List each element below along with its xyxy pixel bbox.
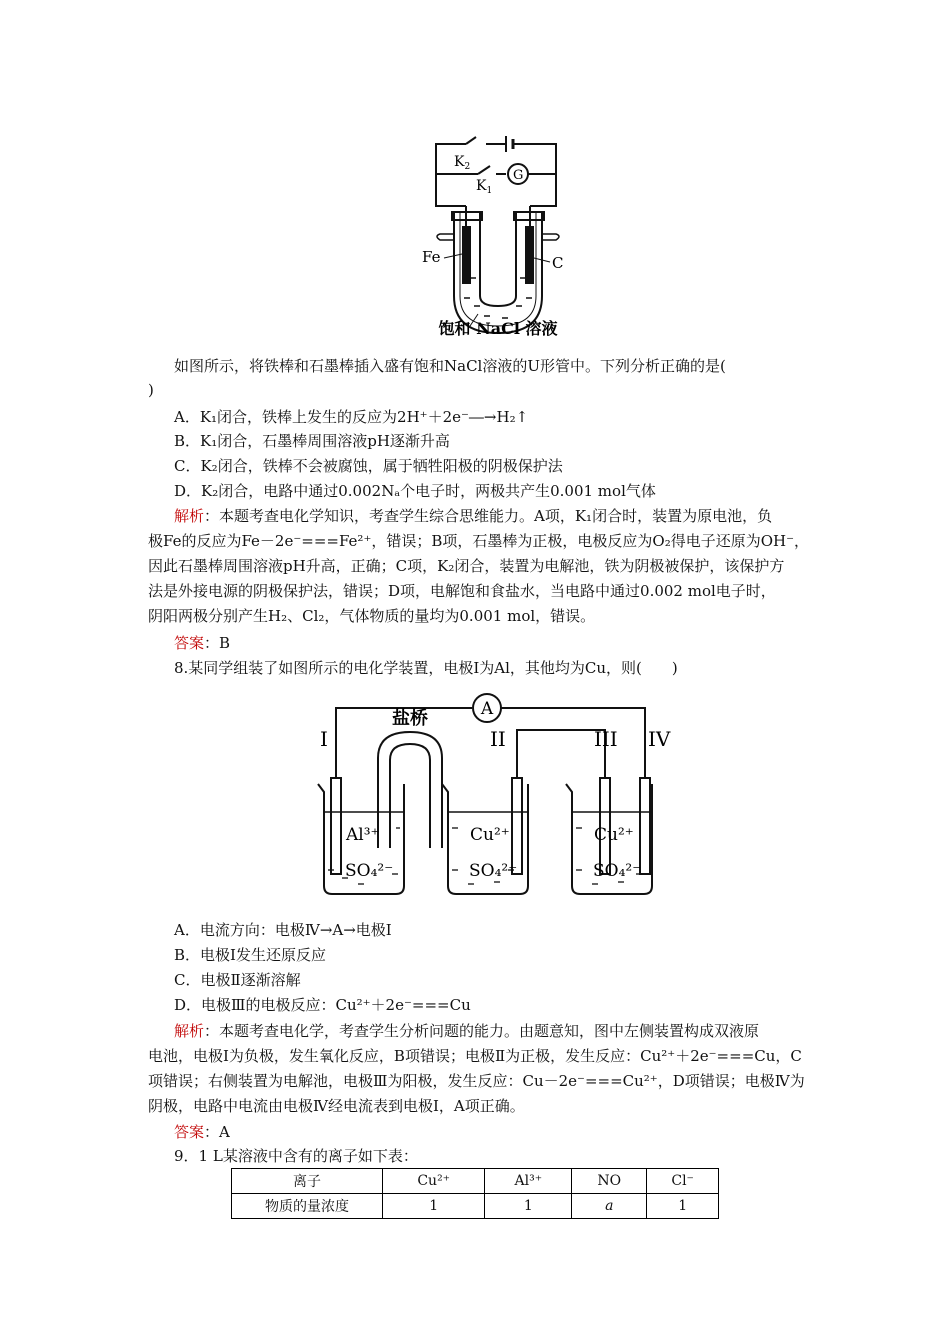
q7-analysis-line2: 极Fe的反应为Fe－2e⁻===Fe²⁺，错误；B项，石墨棒为正极，电极反应为O₂得电子还原为OH⁻， [148,532,809,550]
q8-option-c: C．电极Ⅱ逐渐溶解 [174,971,301,989]
q7-answer: 答案：B [174,634,231,652]
electrode-4-rod [640,778,650,874]
beaker-apparatus-figure [312,688,678,902]
beaker-2-cation: Cu²⁺ [470,825,510,845]
beaker-1-anion: SO₄²⁻ [345,861,394,881]
q7-option-a: A．K₁闭合，铁棒上发生的反应为2H⁺＋2e⁻―→H₂↑ [174,408,529,426]
switch-k2 [466,137,476,144]
q8-option-a: A．电流方向：电极Ⅳ→A→电极Ⅰ [174,921,392,939]
answer-label: 答案 [174,634,205,652]
table-header-cell: 离子 [232,1169,383,1194]
fe-label: Fe [422,248,441,266]
switch-k1 [478,166,490,174]
table-cell: 1 [383,1194,485,1219]
q8-analysis-line3: 项错误；右侧装置为电解池，电极Ⅲ为阳极，发生反应：Cu－2e⁻===Cu²⁺，D项错误；电极Ⅳ为 [148,1072,805,1090]
electrode-2-label: II [490,727,506,751]
q8-option-b: B．电极Ⅰ发生还原反应 [174,946,326,964]
k2-label: $K_2$ [454,154,471,172]
q8-analysis-line1: 解析：本题考查电化学，考查学生分析问题的能力。由题意知，图中左侧装置构成双液原 [174,1022,760,1040]
salt-bridge [378,732,442,848]
q8-answer: 答案：A [174,1123,230,1141]
c-label: C [552,254,564,272]
ion-table [231,1168,719,1219]
q9-stem: 9．1 L某溶液中含有的离子如下表： [174,1147,418,1165]
beaker-3-anion: SO₄²⁻ [593,861,642,881]
table-cell: 物质的量浓度 [232,1194,383,1219]
q8-analysis-line2: 电池，电极Ⅰ为负极，发生氧化反应，B项错误；电极Ⅱ为正极，发生反应：Cu²⁺＋2e⁻===Cu，C [148,1047,802,1065]
electrode-4-label: IV [648,727,671,751]
table-cell: a [572,1194,647,1219]
beaker-2-anion: SO₄²⁻ [469,861,518,881]
analysis-label: 解析 [174,1022,205,1040]
solution-dashes [464,278,532,318]
electrode-2-rod [512,778,522,874]
q7-analysis-line3: 因此石墨棒周围溶液pH升高，正确；C项，K₂闭合，装置为电解池，铁为阴极被保护，该保护方 [148,557,785,575]
salt-bridge-label: 盐桥 [392,708,428,729]
electrode-1-label: I [320,727,328,751]
answer-label: 答案 [174,1123,205,1141]
q7-stem-line1: 如图所示，将铁棒和石墨棒插入盛有饱和NaCl溶液的U形管中。下列分析正确的是( [174,357,726,375]
analysis-label: 解析 [174,507,205,525]
table-row [232,1194,719,1219]
table-header-cell: Al³⁺ [485,1169,572,1194]
q7-option-c: C．K₂闭合，铁棒不会被腐蚀，属于牺牲阳极的阴极保护法 [174,457,563,475]
beaker-1-cation: Al³⁺ [346,825,380,845]
table-header-cell: Cl⁻ [647,1169,719,1194]
table-header-row [232,1169,719,1194]
q8-stem: 8.某同学组装了如图所示的电化学装置，电极Ⅰ为Al，其他均为Cu，则( ) [174,659,678,677]
q7-analysis-line5: 阴阳两极分别产生H₂、Cl₂，气体物质的量均为0.001 mol，错误。 [148,607,596,625]
q7-option-d: D．K₂闭合，电路中通过0.002Nₐ个电子时，两极共产生0.001 mol气体 [174,482,656,500]
table-cell: 1 [485,1194,572,1219]
q7-option-b: B．K₁闭合，石墨棒周围溶液pH逐渐升高 [174,432,450,450]
electrode-3-label: III [594,727,618,751]
q7-stem-line2: ) [148,381,154,399]
table-cell: 1 [647,1194,719,1219]
electrode-1-rod [331,778,341,874]
figure1-caption: 饱和 NaCl 溶液 [438,319,558,338]
k1-label: $K_1$ [476,178,493,196]
graphite-rod [525,226,534,284]
beaker-3-cation: Cu²⁺ [594,825,634,845]
q7-analysis-line4: 法是外接电源的阴极保护法，错误；D项，电解饱和食盐水，当电路中通过0.002 mol电子时， [148,582,776,600]
table-header-cell: NO [572,1169,647,1194]
q8-option-d: D．电极Ⅲ的电极反应：Cu²⁺＋2e⁻===Cu [174,996,471,1014]
u-tube-figure [418,128,578,344]
iron-rod [462,226,471,284]
connector-wire [517,730,605,778]
table-header-cell: Cu²⁺ [383,1169,485,1194]
q8-analysis-line4: 阴极，电路中电流由电极Ⅳ经电流表到电极Ⅰ，A项正确。 [148,1097,525,1115]
galvanometer-label: G [513,168,524,183]
q7-analysis-line1: 解析：本题考查电化学知识，考查学生综合思维能力。A项，K₁闭合时，装置为原电池，负 [174,507,773,525]
ammeter-label: A [480,699,494,719]
